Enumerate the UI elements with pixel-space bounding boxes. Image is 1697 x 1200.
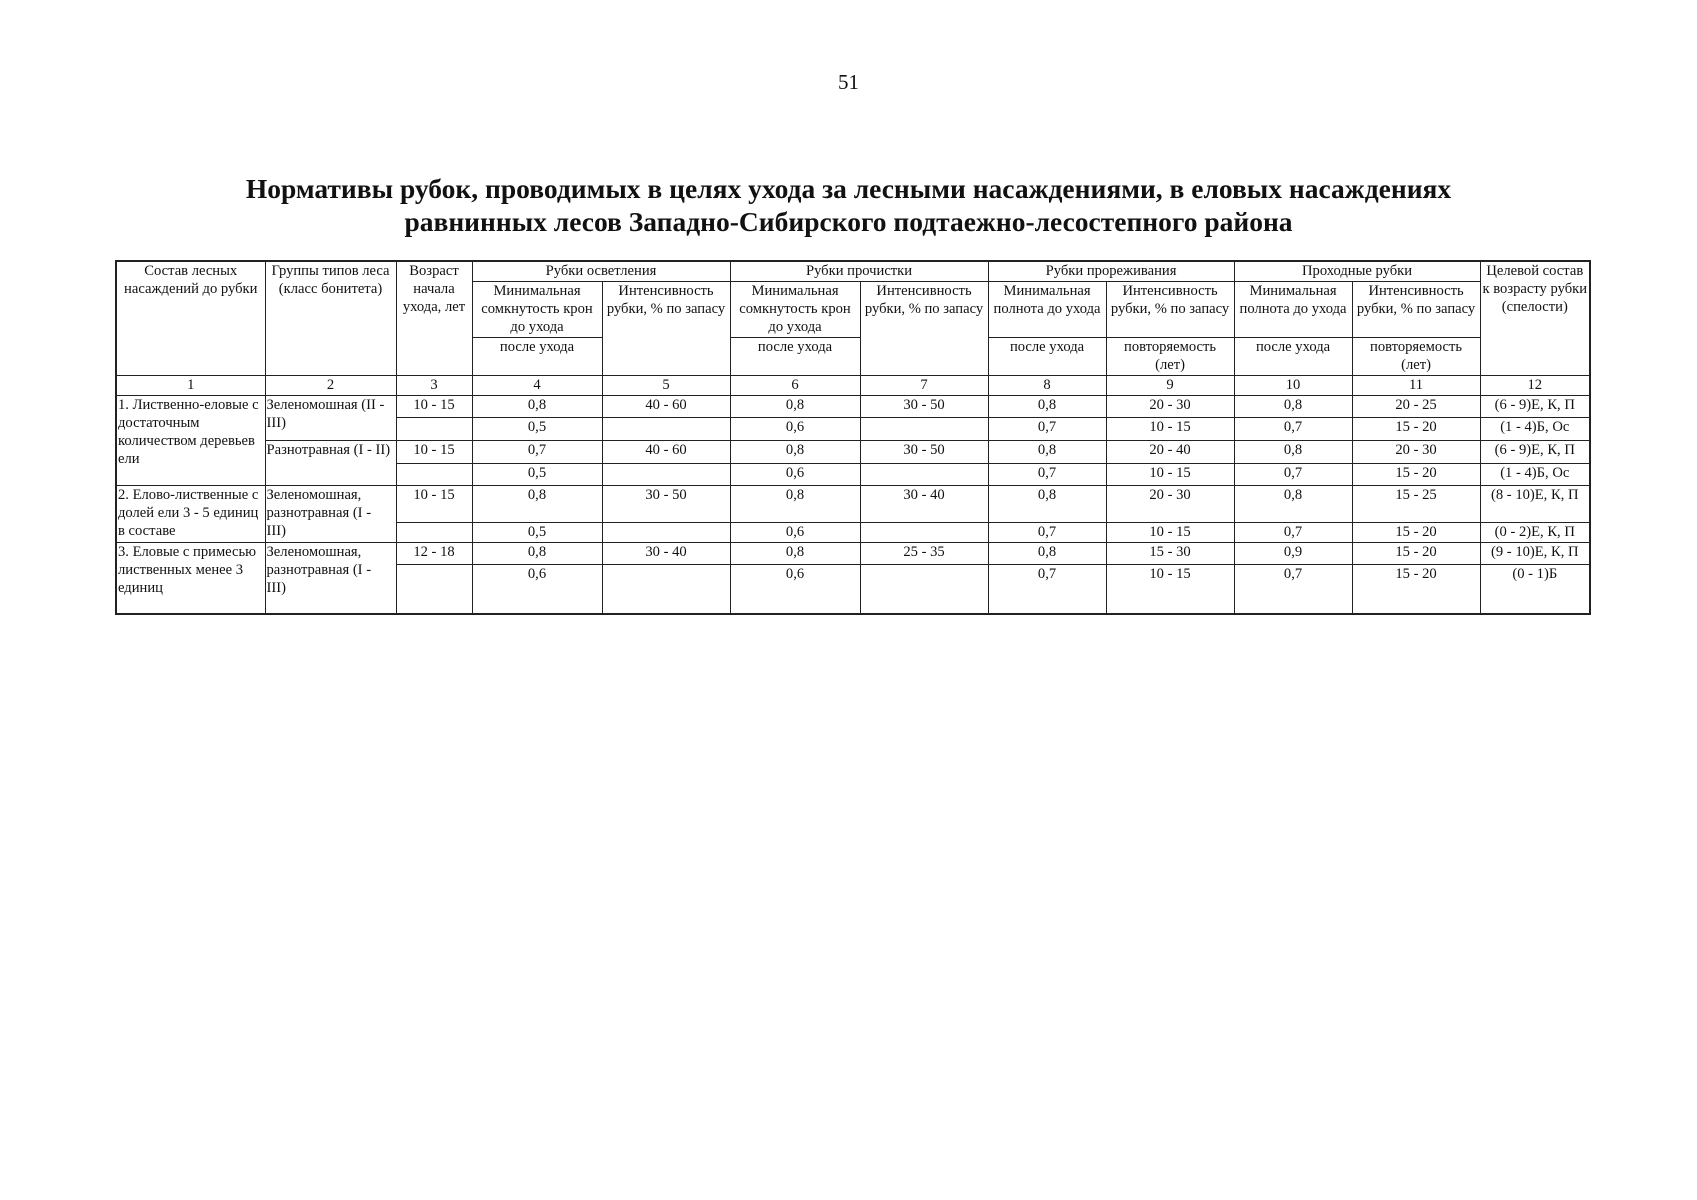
data-cell: 0,8	[730, 395, 860, 417]
data-cell: 0,6	[730, 463, 860, 485]
header-age: Возраст начала ухода, лет	[396, 261, 472, 375]
data-cell: (9 - 10)Е, К, П	[1480, 542, 1590, 564]
data-cell: 25 - 35	[860, 542, 988, 564]
column-number: 6	[730, 375, 860, 395]
data-cell: 10 - 15	[1106, 417, 1234, 440]
data-cell: 0,6	[730, 417, 860, 440]
header-min-crown-cleaning: Минимальная сомкнутость крон до ухода	[730, 281, 860, 337]
column-number: 5	[602, 375, 730, 395]
data-cell: 30 - 50	[860, 395, 988, 417]
column-number: 12	[1480, 375, 1590, 395]
header-target-composition: Целевой состав к возрасту рубки (спелости)	[1480, 261, 1590, 375]
data-cell: 0,6	[730, 564, 860, 614]
data-cell: (0 - 1)Б	[1480, 564, 1590, 614]
composition-cell: 3. Еловые с примесью лиственных менее 3 единиц	[116, 542, 265, 614]
page-number: 51	[838, 70, 859, 94]
data-cell: 0,7	[988, 522, 1106, 542]
title-line-1: Нормативы рубок, проводимых в целях ухода за лесными насаждениями, в еловых насаждениях	[245, 173, 1452, 204]
data-cell	[602, 522, 730, 542]
data-cell: 0,7	[1234, 522, 1352, 542]
header-min-density-thinning: Минимальная полнота до ухода	[988, 281, 1106, 337]
data-cell	[396, 463, 472, 485]
data-cell: 10 - 15	[396, 485, 472, 522]
data-cell: (8 - 10)Е, К, П	[1480, 485, 1590, 522]
forest-type-cell: Зеленомошная (II - III)	[265, 395, 396, 440]
header-forest-groups: Группы типов леса (класс бонитета)	[265, 261, 396, 375]
forest-type-cell: Зеленомошная, разнотравная (I - III)	[265, 542, 396, 614]
header-intensity-thinning: Интенсивность рубки, % по запасу	[1106, 281, 1234, 337]
column-number: 2	[265, 375, 396, 395]
composition-cell: 1. Лиственно-еловые с достаточным количеством деревьев ели	[116, 395, 265, 485]
forest-type-cell: Зеленомошная, разнотравная (I - III)	[265, 485, 396, 542]
header-repeat: повторяемость (лет)	[1352, 337, 1480, 375]
data-cell: 0,7	[988, 564, 1106, 614]
header-thinning: Рубки прореживания	[988, 261, 1234, 281]
data-cell	[396, 564, 472, 614]
header-after-care: после ухода	[1234, 337, 1352, 375]
data-cell: 0,6	[472, 564, 602, 614]
header-min-crown-clarification: Минимальная сомкнутость крон до ухода	[472, 281, 602, 337]
data-cell: 0,8	[1234, 485, 1352, 522]
column-number: 7	[860, 375, 988, 395]
data-cell: 0,9	[1234, 542, 1352, 564]
data-cell	[860, 417, 988, 440]
data-cell: 0,8	[988, 542, 1106, 564]
data-cell: 0,8	[1234, 395, 1352, 417]
data-cell: 0,5	[472, 417, 602, 440]
column-number: 3	[396, 375, 472, 395]
data-cell: 0,5	[472, 463, 602, 485]
data-cell: 20 - 25	[1352, 395, 1480, 417]
data-cell: 12 - 18	[396, 542, 472, 564]
header-passage: Проходные рубки	[1234, 261, 1480, 281]
data-cell: 0,5	[472, 522, 602, 542]
header-after-care: после ухода	[730, 337, 860, 375]
data-cell: 20 - 30	[1106, 485, 1234, 522]
data-cell: 15 - 30	[1106, 542, 1234, 564]
data-cell: 0,6	[730, 522, 860, 542]
data-cell: 15 - 20	[1352, 463, 1480, 485]
data-cell: 0,8	[472, 395, 602, 417]
data-cell: 15 - 25	[1352, 485, 1480, 522]
data-cell: 0,7	[988, 463, 1106, 485]
data-cell	[602, 417, 730, 440]
data-cell: 10 - 15	[1106, 522, 1234, 542]
data-cell: (6 - 9)Е, К, П	[1480, 440, 1590, 463]
table-row	[116, 395, 1590, 417]
data-cell: 0,8	[730, 485, 860, 522]
data-cell: (6 - 9)Е, К, П	[1480, 395, 1590, 417]
header-intensity-clarification: Интенсивность рубки, % по запасу	[602, 281, 730, 375]
data-cell: (1 - 4)Б, Ос	[1480, 417, 1590, 440]
header-clarification: Рубки осветления	[472, 261, 730, 281]
table-header	[116, 261, 1590, 395]
data-cell: 15 - 20	[1352, 564, 1480, 614]
column-number: 11	[1352, 375, 1480, 395]
header-cleaning: Рубки прочистки	[730, 261, 988, 281]
column-number: 8	[988, 375, 1106, 395]
data-cell	[860, 564, 988, 614]
data-cell: (0 - 2)Е, К, П	[1480, 522, 1590, 542]
data-cell: 30 - 50	[602, 485, 730, 522]
data-cell	[396, 522, 472, 542]
norms-table	[115, 260, 1591, 615]
data-cell	[602, 564, 730, 614]
header-repeat: повторяемость (лет)	[1106, 337, 1234, 375]
header-after-care: после ухода	[988, 337, 1106, 375]
data-cell: 0,8	[988, 440, 1106, 463]
column-number: 10	[1234, 375, 1352, 395]
data-cell: 0,7	[472, 440, 602, 463]
data-cell: 15 - 20	[1352, 417, 1480, 440]
table-body	[116, 395, 1590, 614]
header-min-density-passage: Минимальная полнота до ухода	[1234, 281, 1352, 337]
data-cell: 10 - 15	[1106, 564, 1234, 614]
data-cell: 0,8	[472, 542, 602, 564]
data-cell: 0,7	[1234, 463, 1352, 485]
data-cell: 10 - 15	[396, 395, 472, 417]
title-line-2: равнинных лесов Западно-Сибирского подтаежно-лесостепного района	[404, 206, 1293, 237]
column-number: 1	[116, 375, 265, 395]
column-number: 9	[1106, 375, 1234, 395]
data-cell: 30 - 40	[602, 542, 730, 564]
data-cell: 20 - 40	[1106, 440, 1234, 463]
data-cell: 20 - 30	[1106, 395, 1234, 417]
data-cell	[396, 417, 472, 440]
data-cell: 0,8	[988, 485, 1106, 522]
header-after-care: после ухода	[472, 337, 602, 375]
table-row	[116, 542, 1590, 564]
data-cell: 0,7	[1234, 564, 1352, 614]
forest-type-cell: Разнотравная (I - II)	[265, 440, 396, 485]
column-number: 4	[472, 375, 602, 395]
data-cell: 15 - 20	[1352, 522, 1480, 542]
data-cell	[602, 463, 730, 485]
data-cell: 0,7	[988, 417, 1106, 440]
data-cell: (1 - 4)Б, Ос	[1480, 463, 1590, 485]
data-cell: 40 - 60	[602, 395, 730, 417]
data-cell: 30 - 50	[860, 440, 988, 463]
composition-cell: 2. Елово-лиственные с долей ели 3 - 5 единиц в составе	[116, 485, 265, 542]
data-cell: 0,8	[988, 395, 1106, 417]
data-cell: 0,8	[1234, 440, 1352, 463]
data-cell	[860, 463, 988, 485]
header-intensity-cleaning: Интенсивность рубки, % по запасу	[860, 281, 988, 375]
document-title	[0, 172, 1697, 238]
data-cell: 15 - 20	[1352, 542, 1480, 564]
header-composition: Состав лесных насаждений до рубки	[116, 261, 265, 375]
data-cell: 0,8	[730, 542, 860, 564]
data-cell: 40 - 60	[602, 440, 730, 463]
data-cell: 30 - 40	[860, 485, 988, 522]
table-row	[116, 485, 1590, 522]
data-cell: 0,8	[730, 440, 860, 463]
data-cell: 10 - 15	[396, 440, 472, 463]
header-intensity-passage: Интенсивность рубки, % по запасу	[1352, 281, 1480, 337]
data-cell	[860, 522, 988, 542]
data-cell: 10 - 15	[1106, 463, 1234, 485]
data-cell: 0,7	[1234, 417, 1352, 440]
data-cell: 0,8	[472, 485, 602, 522]
data-cell: 20 - 30	[1352, 440, 1480, 463]
table-row	[116, 440, 1590, 463]
